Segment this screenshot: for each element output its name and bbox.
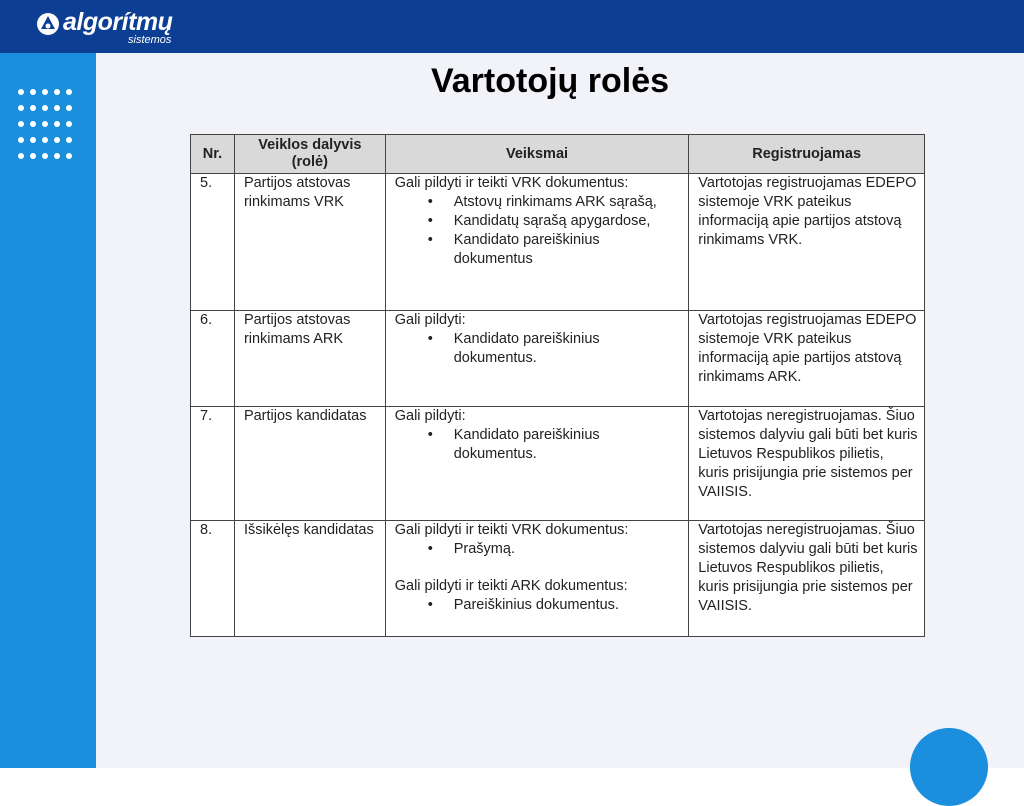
cell-role: Partijos atstovas rinkimams ARK: [234, 311, 385, 407]
list-item: • Prašymą.: [395, 540, 683, 559]
cell-nr: 5.: [191, 174, 235, 311]
actions-list: [395, 330, 683, 368]
actions-list: [395, 540, 683, 559]
brand-name: algorítmų: [63, 8, 173, 36]
cell-registration: Vartotojas registruojamas EDEPO sistemoje VRK pateikus informaciją apie partijos atstovą rinkimams VRK.: [689, 174, 925, 311]
corner-decoration: [910, 728, 988, 806]
actions-intro: Gali pildyti:: [394, 312, 466, 328]
cell-role: Partijos kandidatas: [234, 407, 385, 521]
actions-intro: Gali pildyti ir teikti VRK dokumentus:: [394, 175, 629, 191]
page-title: Vartotojų rolės: [430, 62, 670, 100]
cell-nr: 8.: [191, 521, 235, 637]
actions-list: [395, 426, 683, 464]
cell-actions: [385, 521, 689, 637]
actions-list-secondary: [395, 596, 683, 615]
list-item: • Pareiškinius dokumentus.: [395, 596, 683, 615]
column-header-actions: Veiksmai: [385, 135, 689, 174]
list-item: • Kandidato pareiškinius dokumentus.: [395, 330, 683, 368]
cell-nr: 7.: [191, 407, 235, 521]
table-row: [191, 311, 925, 407]
actions-intro: Gali pildyti:: [394, 408, 466, 424]
logo-mark-icon: [36, 12, 60, 36]
list-item: • Kandidato pareiškinius dokumentus.: [395, 426, 683, 464]
cell-role: Partijos atstovas rinkimams VRK: [234, 174, 385, 311]
actions-list: [395, 193, 683, 269]
spacer: [395, 559, 683, 577]
cell-nr: 6.: [191, 311, 235, 407]
header-bar: [0, 0, 1024, 53]
column-header-registration: Registruojamas: [689, 135, 925, 174]
cell-role: Išsikėlęs kandidatas: [234, 521, 385, 637]
cell-registration: Vartotojas neregistruojamas. Šiuo sistemos dalyviu gali būti bet kuris Lietuvos Respublikos pilietis, kuris prisijungia prie sistemos per VAIISIS.: [689, 407, 925, 521]
brand-subtitle: sistemos: [128, 34, 172, 46]
actions-intro: Gali pildyti ir teikti VRK dokumentus:: [394, 522, 629, 538]
table-row: [191, 521, 925, 637]
cell-actions: [385, 174, 689, 311]
cell-actions: [385, 407, 689, 521]
column-header-nr: Nr.: [191, 135, 235, 174]
cell-registration: Vartotojas registruojamas EDEPO sistemoje VRK pateikus informaciją apie partijos atstovą rinkimams ARK.: [689, 311, 925, 407]
cell-registration: Vartotojas neregistruojamas. Šiuo sistemos dalyviu gali būti bet kuris Lietuvos Respublikos pilietis, kuris prisijungia prie sistemos per VAIISIS.: [689, 521, 925, 637]
table-header-row: [191, 135, 925, 174]
dot-grid-icon: [18, 89, 82, 163]
column-header-role: Veiklos dalyvis (rolė): [234, 135, 385, 174]
list-item: • Atstovų rinkimams ARK sąrašą,: [395, 193, 683, 212]
actions-intro-secondary: Gali pildyti ir teikti ARK dokumentus:: [394, 578, 628, 594]
table-row: [191, 174, 925, 311]
roles-table: [190, 134, 925, 637]
cell-actions: [385, 311, 689, 407]
list-item: • Kandidato pareiškinius dokumentus: [395, 231, 683, 269]
list-item: • Kandidatų sąrašą apygardose,: [395, 212, 683, 231]
table-row: [191, 407, 925, 521]
